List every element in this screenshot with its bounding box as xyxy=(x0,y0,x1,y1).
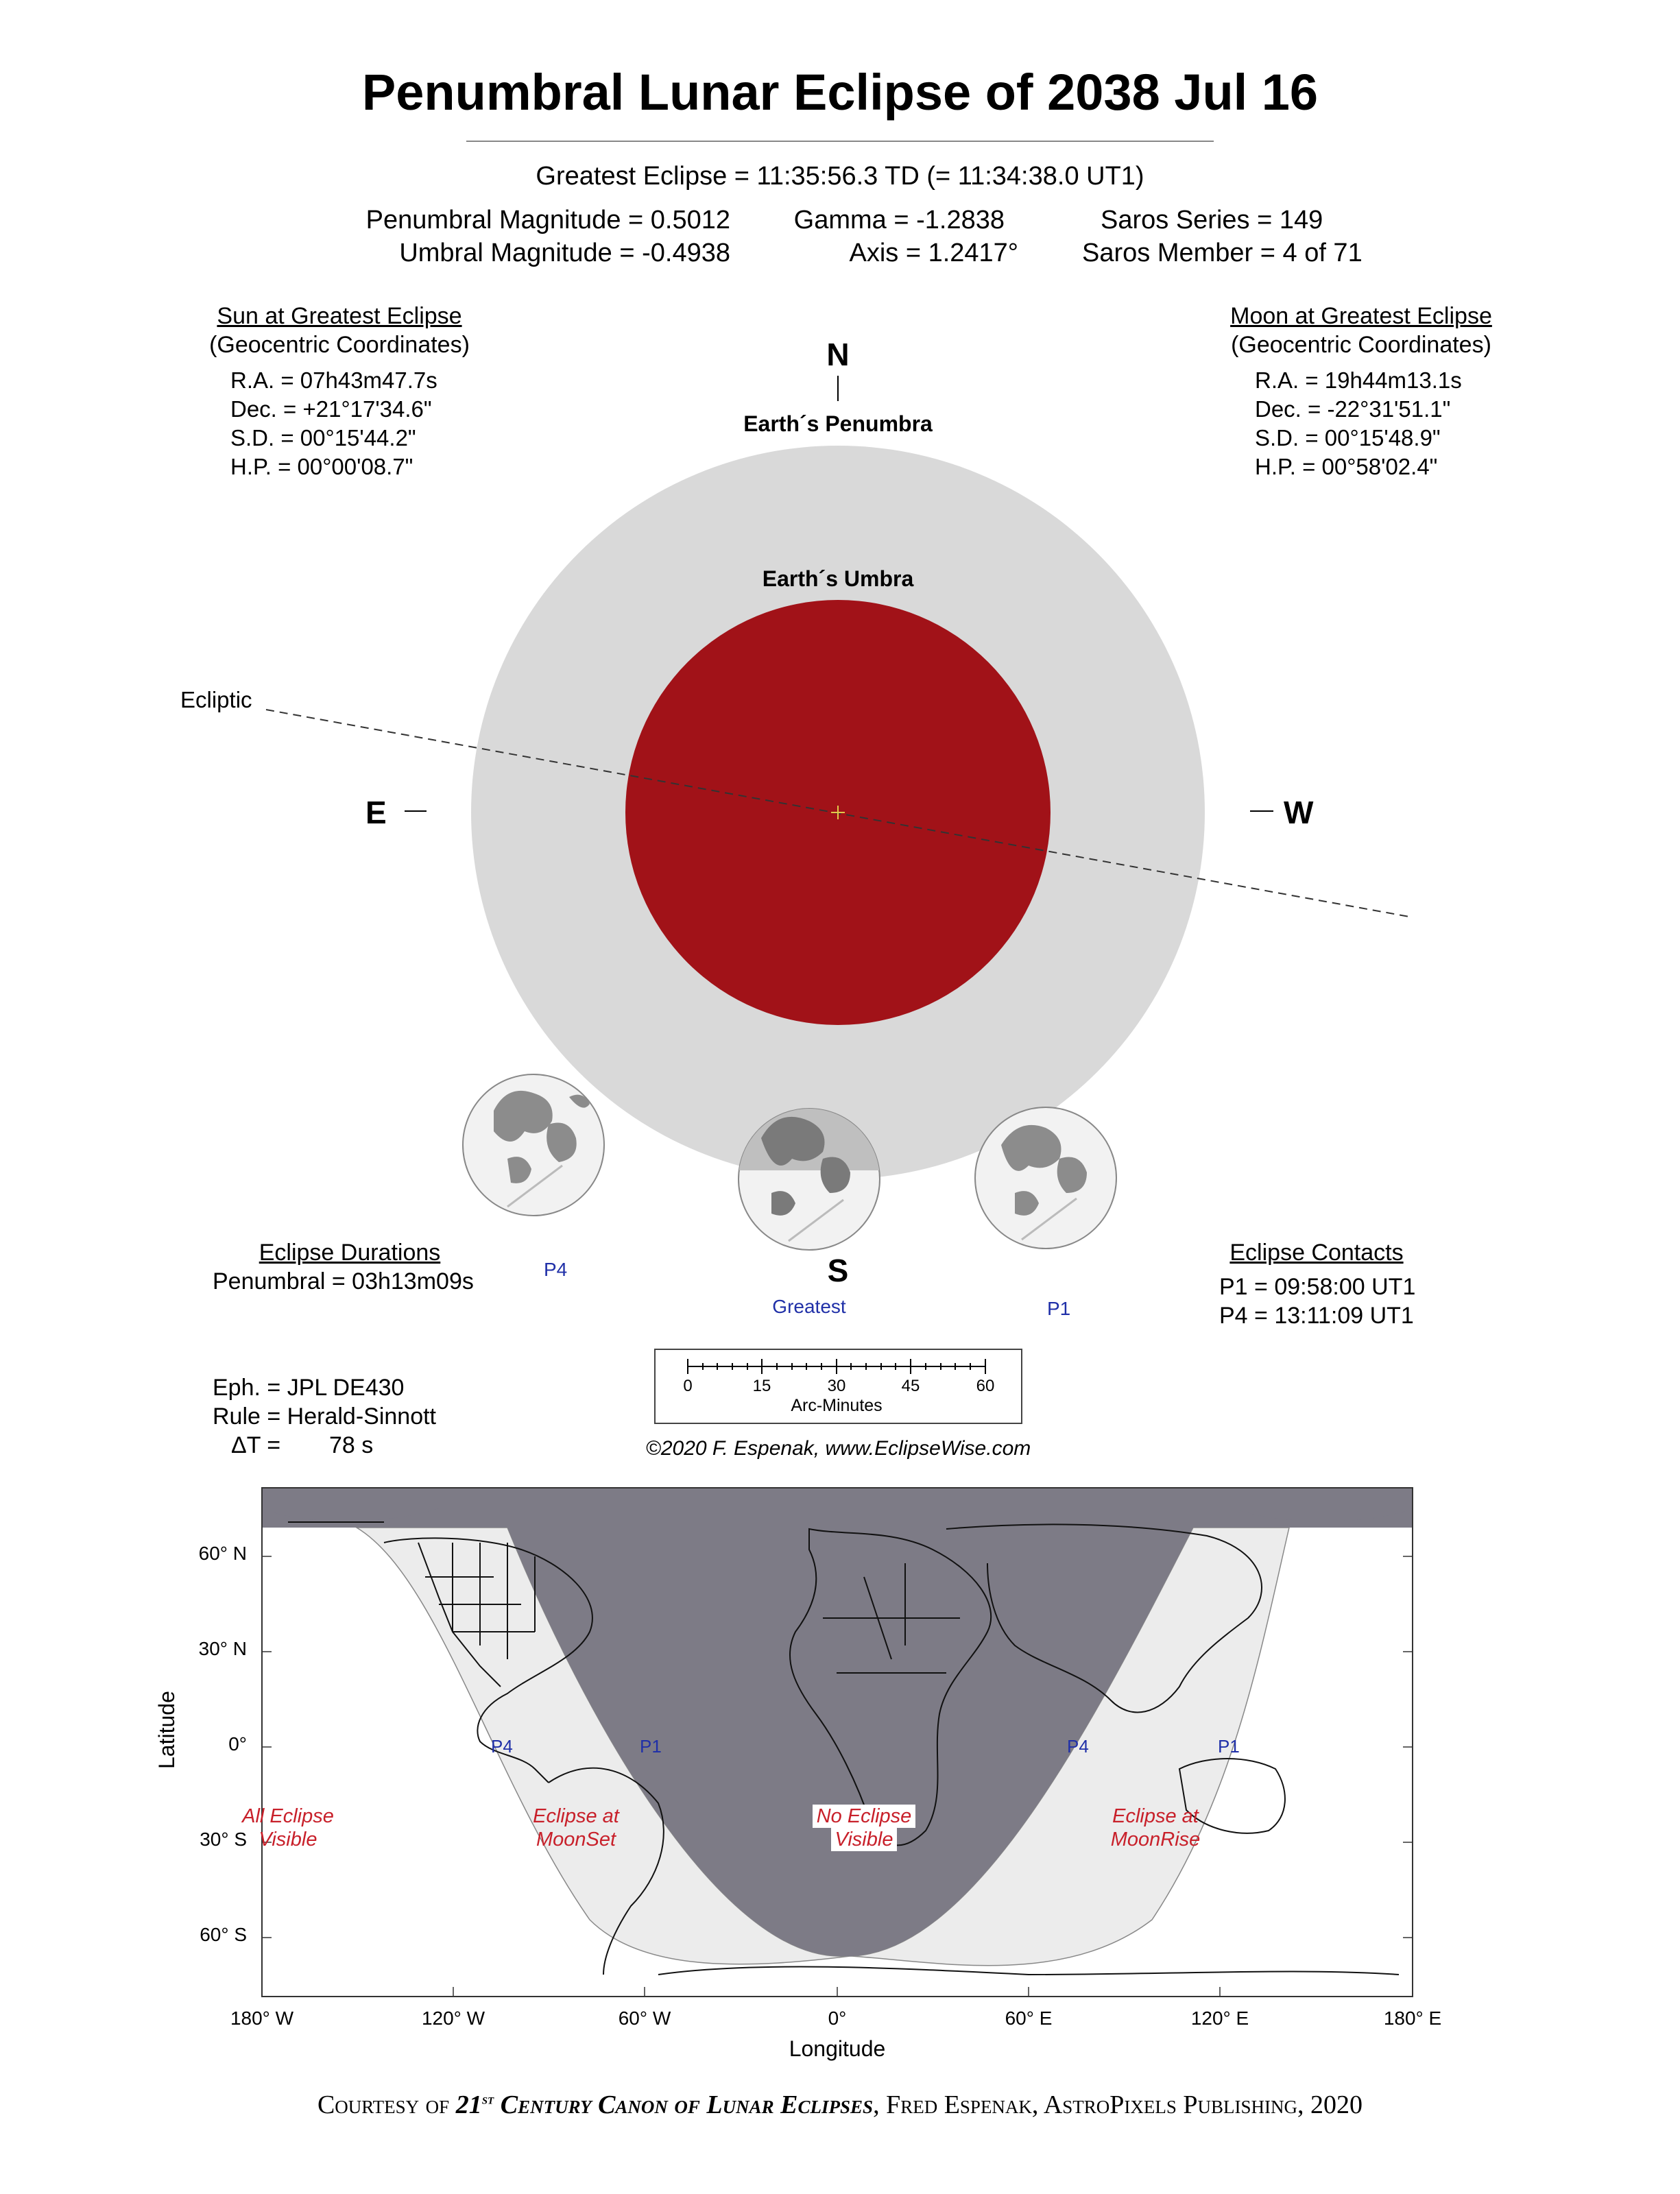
lon-tick-180w: 180° W xyxy=(230,2008,294,2029)
latitude-axis-label: Latitude xyxy=(154,1691,179,1769)
page-title: Penumbral Lunar Eclipse of 2038 Jul 16 xyxy=(361,64,1319,121)
contact-p4: P4 = 13:11:09 UT1 xyxy=(1219,1303,1414,1329)
moon-sd: S.D. = 00°15'48.9" xyxy=(1255,425,1441,450)
world-map xyxy=(262,1488,1413,1997)
scale-tick-30: 30 xyxy=(827,1377,846,1395)
north-label: N xyxy=(826,337,850,372)
footer-rest: , Fred Espenak, AstroPixels Publishing, 2020 xyxy=(873,2090,1363,2119)
contacts-heading: Eclipse Contacts xyxy=(1229,1240,1404,1266)
moon-p4 xyxy=(463,1074,604,1216)
footer-century-sup: st xyxy=(481,2090,494,2108)
region-all-visible xyxy=(219,1805,357,1851)
curve-label-p1-east: P1 xyxy=(1218,1736,1240,1757)
lon-tick-120w: 120° W xyxy=(421,2008,485,2029)
lon-tick-120e: 120° E xyxy=(1190,2008,1249,2029)
curve-label-p1-west: P1 xyxy=(640,1736,662,1757)
region-all-visible-line2: Visible xyxy=(259,1829,317,1851)
region-moonrise-line2: MoonRise xyxy=(1110,1829,1201,1851)
lon-tick-60w: 60° W xyxy=(618,2008,671,2029)
region-no-eclipse-line2: Visible xyxy=(831,1828,898,1851)
east-label: E xyxy=(365,795,387,830)
saros-series: Saros Series = 149 xyxy=(1101,206,1323,234)
lon-tick-0: 0° xyxy=(828,2008,847,2029)
curve-label-p4-west: P4 xyxy=(491,1736,513,1757)
moon-heading: Moon at Greatest Eclipse xyxy=(1230,303,1492,329)
credit: ©2020 F. Espenak, www.EclipseWise.com xyxy=(645,1437,1031,1460)
lat-tick-60s: 60° S xyxy=(200,1924,247,1945)
delta-t-label: ΔT = xyxy=(231,1432,281,1458)
sun-subheading: (Geocentric Coordinates) xyxy=(209,332,470,358)
penumbral-duration: Penumbral = 03h13m09s xyxy=(213,1268,474,1294)
sun-sd: S.D. = 00°15'44.2" xyxy=(230,425,416,450)
footer-century-num: 21 xyxy=(455,2090,482,2119)
scale-tick-45: 45 xyxy=(901,1377,920,1395)
footer-courtesy: Courtesy of xyxy=(317,2090,456,2119)
lat-tick-30s: 30° S xyxy=(200,1829,247,1850)
durations-heading: Eclipse Durations xyxy=(259,1240,441,1266)
moon-ra: R.A. = 19h44m13.1s xyxy=(1255,367,1462,393)
gamma-value: Gamma = -1.2838 xyxy=(793,206,1005,234)
west-label: W xyxy=(1284,795,1314,830)
region-no-eclipse-line1: No Eclipse xyxy=(813,1805,916,1828)
scale-tick-0: 0 xyxy=(683,1377,693,1395)
penumbra-label: Earth´s Penumbra xyxy=(743,411,933,436)
ecliptic-label: Ecliptic xyxy=(180,687,252,712)
region-no-eclipse xyxy=(795,1805,933,1851)
sun-dec: Dec. = +21°17'34.6" xyxy=(230,396,432,422)
longitude-axis-label: Longitude xyxy=(789,2036,886,2061)
footer-credit xyxy=(0,2090,1680,2120)
delta-t-value: 78 s xyxy=(329,1432,374,1458)
region-all-visible-line1: All Eclipse xyxy=(242,1805,334,1827)
footer-canon-title: Century Canon of Lunar Eclipses xyxy=(494,2090,874,2119)
sun-heading: Sun at Greatest Eclipse xyxy=(217,303,462,329)
sun-ra: R.A. = 07h43m47.7s xyxy=(230,367,437,393)
sun-hp: H.P. = 00°00'08.7" xyxy=(230,454,413,479)
lat-tick-60n: 60° N xyxy=(198,1543,247,1564)
moon-hp: H.P. = 00°58'02.4" xyxy=(1255,454,1438,479)
lat-tick-0: 0° xyxy=(228,1733,247,1755)
region-moonset-line2: MoonSet xyxy=(536,1829,616,1851)
scale-tick-15: 15 xyxy=(752,1377,771,1395)
region-moonset-line1: Eclipse at xyxy=(533,1805,619,1827)
region-moonrise xyxy=(1087,1805,1224,1851)
scale-tick-60: 60 xyxy=(976,1377,995,1395)
moon-label-p4: P4 xyxy=(544,1259,568,1280)
curve-label-p4-east: P4 xyxy=(1067,1736,1089,1757)
lon-tick-180e: 180° E xyxy=(1383,2008,1442,2029)
south-label: S xyxy=(827,1253,849,1288)
scale-label: Arc-Minutes xyxy=(791,1396,883,1415)
greatest-eclipse-time: Greatest Eclipse = 11:35:56.3 TD (= 11:34:38.0 UT1) xyxy=(536,162,1144,191)
moon-subheading: (Geocentric Coordinates) xyxy=(1231,332,1491,358)
delta-t-rule: Rule = Herald-Sinnott xyxy=(213,1403,437,1430)
moon-greatest xyxy=(739,1109,880,1250)
region-moonrise-line1: Eclipse at xyxy=(1112,1805,1199,1827)
saros-member: Saros Member = 4 of 71 xyxy=(1082,239,1363,267)
ephemeris: Eph. = JPL DE430 xyxy=(213,1375,405,1401)
umbra-label: Earth´s Umbra xyxy=(762,566,914,591)
umbral-magnitude: Umbral Magnitude = -0.4938 xyxy=(399,239,730,267)
contact-p1: P1 = 09:58:00 UT1 xyxy=(1219,1274,1416,1300)
axis-value: Axis = 1.2417° xyxy=(849,239,1018,267)
moon-p1 xyxy=(975,1107,1116,1249)
moon-dec: Dec. = -22°31'51.1" xyxy=(1255,396,1451,422)
moon-label-p1: P1 xyxy=(1047,1298,1071,1319)
lon-tick-60e: 60° E xyxy=(1005,2008,1053,2029)
penumbral-magnitude: Penumbral Magnitude = 0.5012 xyxy=(365,206,730,234)
region-moonset xyxy=(507,1805,645,1851)
moon-label-greatest: Greatest xyxy=(772,1296,846,1317)
lat-tick-30n: 30° N xyxy=(198,1638,247,1659)
